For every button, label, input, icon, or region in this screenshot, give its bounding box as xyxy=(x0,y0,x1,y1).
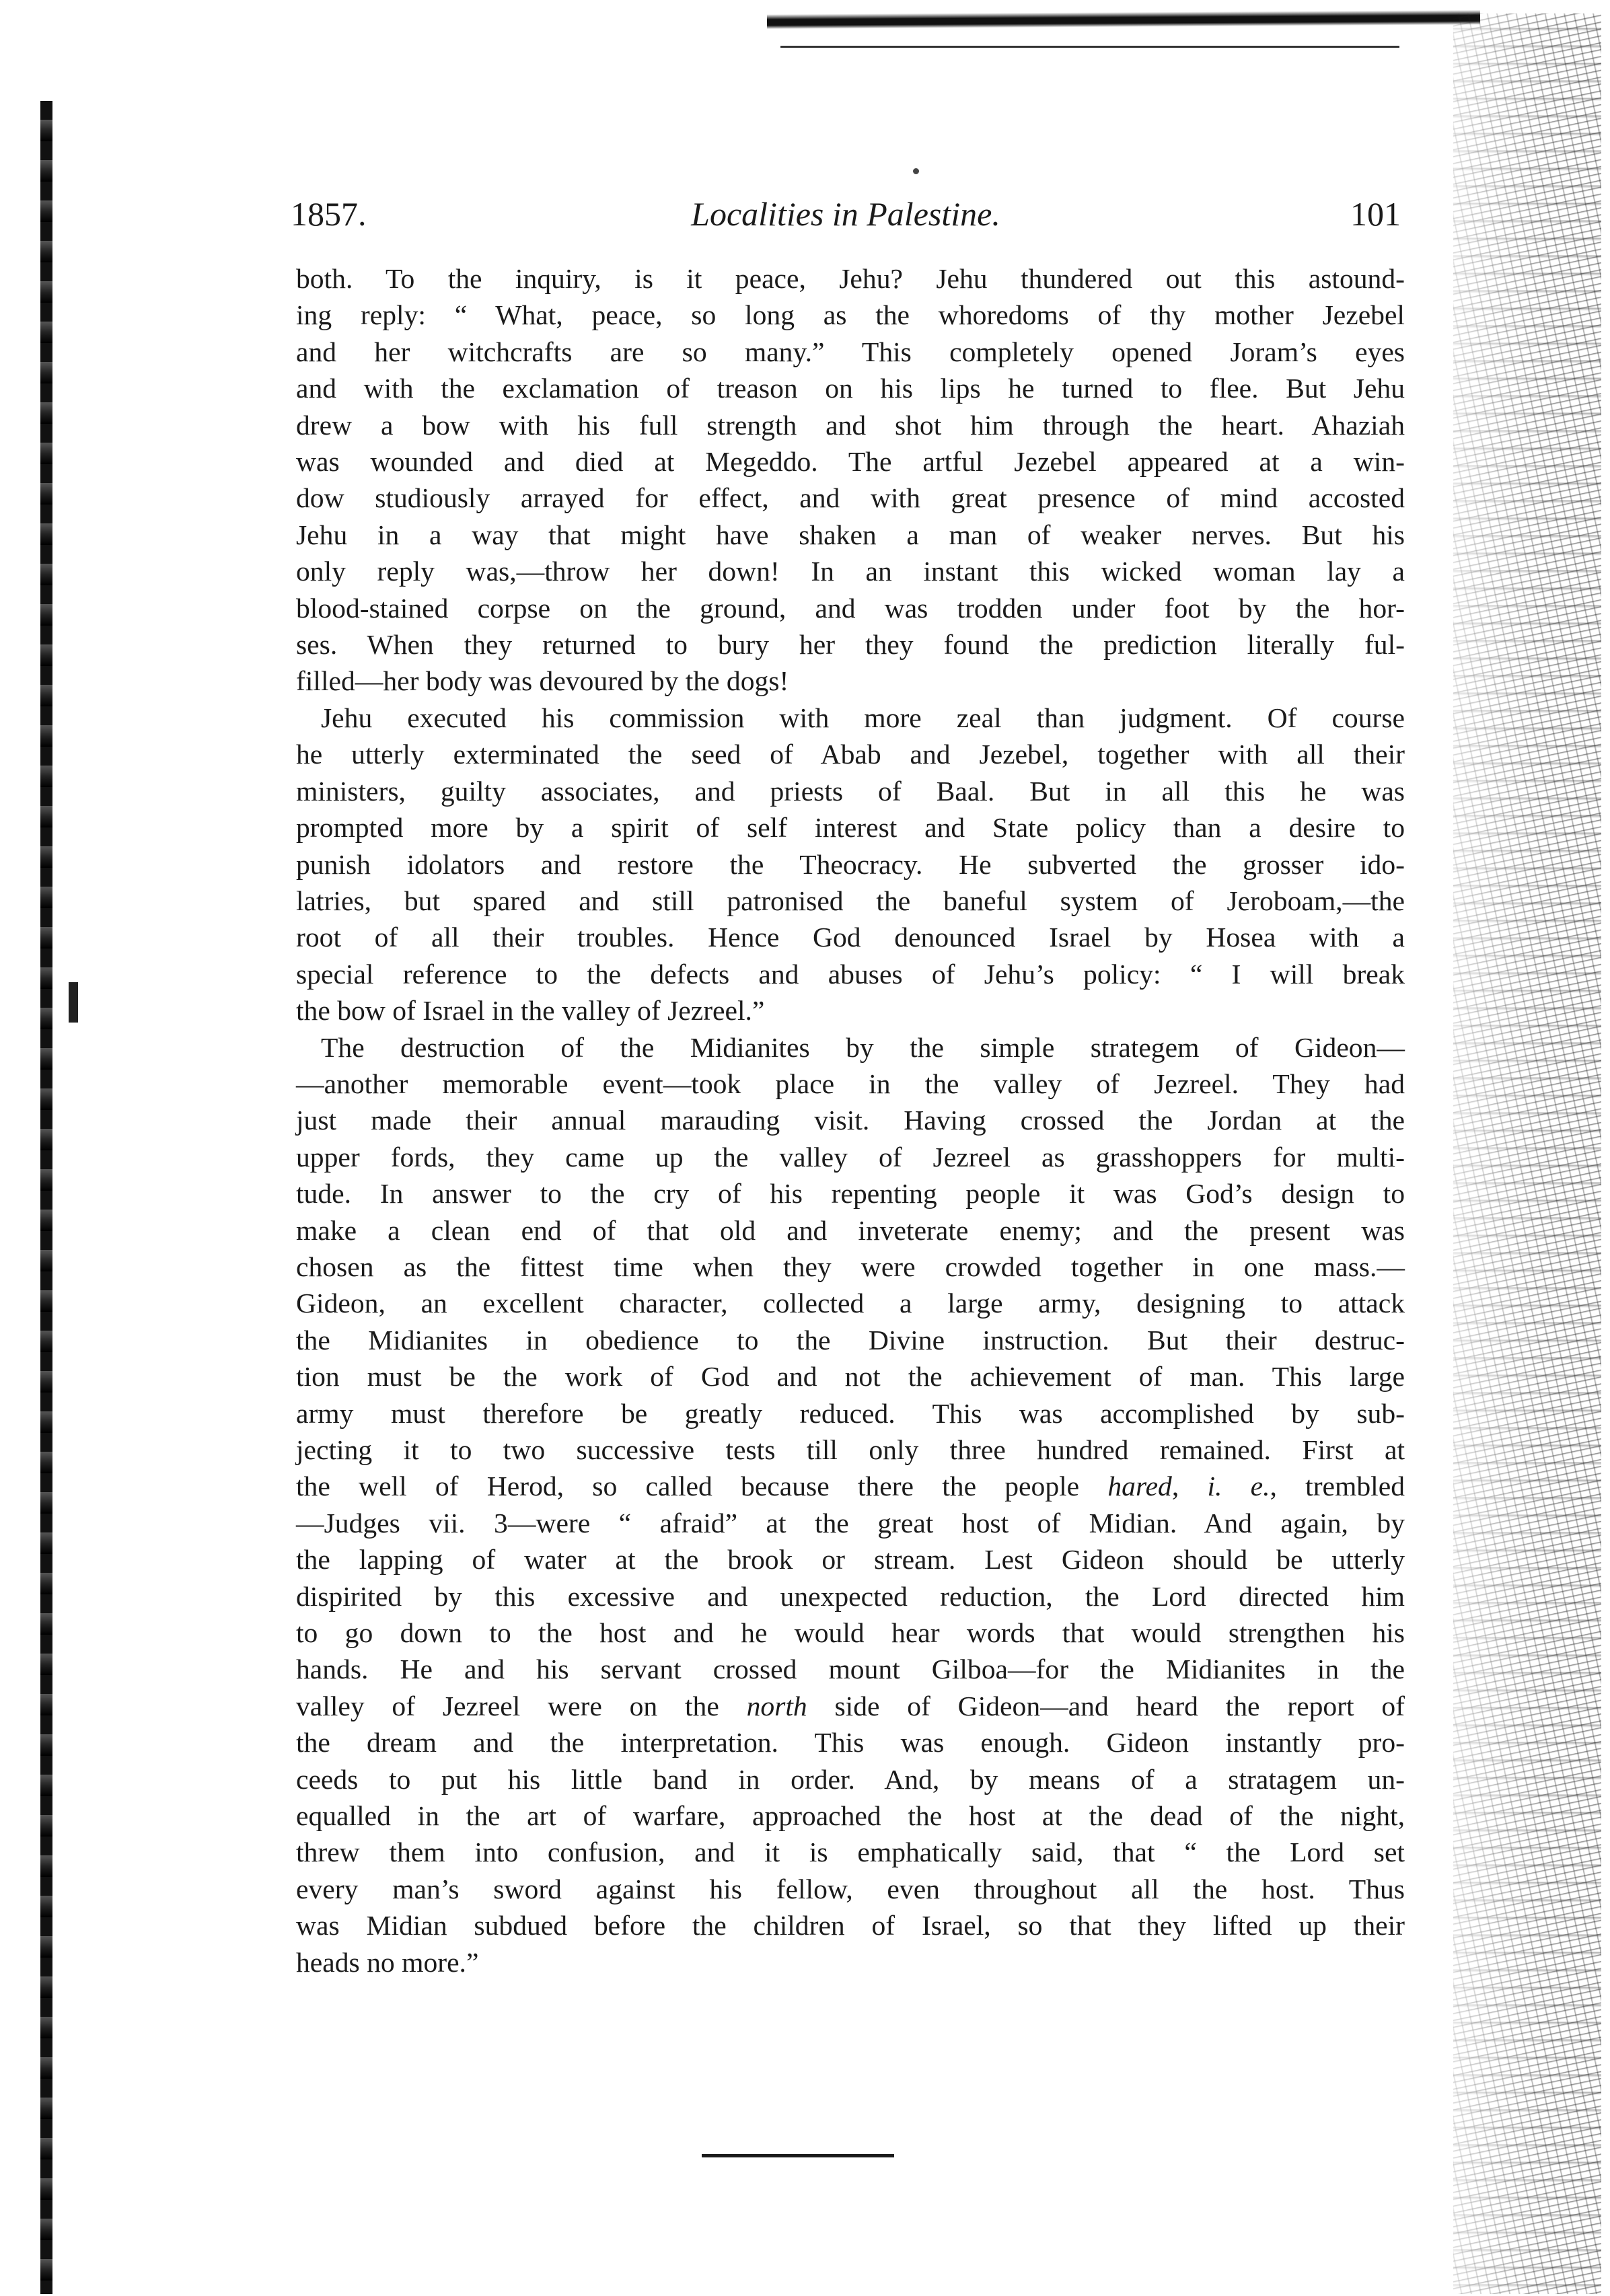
text-line: every man’s sword against his fellow, even throughout all the host. Thus xyxy=(296,1873,1405,1904)
scan-top-edge-line xyxy=(780,46,1399,48)
text-line: root of all their troubles. Hence God denounced Israel by Hosea with a xyxy=(296,922,1405,953)
text-line: blood-stained corpse on the ground, and was trodden under foot by the hor- xyxy=(296,592,1405,624)
scan-speck xyxy=(913,168,919,174)
scan-left-edge xyxy=(40,101,52,2294)
text-line: Jehu in a way that might have shaken a man of weaker nerves. But his xyxy=(296,519,1405,550)
text-line: only reply was,—throw her down! In an instant this wicked woman lay a xyxy=(296,556,1405,587)
text-line: to go down to the host and he would hear words that would strengthen his xyxy=(296,1617,1405,1649)
end-rule xyxy=(702,2154,894,2157)
text-line: ceeds to put his little band in order. And, by means of a stratagem un- xyxy=(296,1763,1405,1795)
running-head-year: 1857. xyxy=(291,195,367,233)
text-line: —Judges vii. 3—were “ afraid” at the great host of Midian. And again, by xyxy=(296,1507,1405,1539)
text-line: filled—her body was devoured by the dogs! xyxy=(296,665,789,697)
text-line: hands. He and his servant crossed mount Gilboa—for the Midianites in the xyxy=(296,1654,1405,1685)
text-line: prompted more by a spirit of self interest and State policy than a desire to xyxy=(296,812,1405,844)
text-line: Gideon, an excellent character, collected a large army, designing to attack xyxy=(296,1288,1405,1319)
text-line: ministers, guilty associates, and priests of Baal. But in all this he was xyxy=(296,775,1405,807)
text-line: the dream and the interpretation. This was enough. Gideon instantly pro- xyxy=(296,1727,1405,1758)
paragraph-jehu-commission xyxy=(296,700,1405,1029)
running-head-title: Localities in Palestine. xyxy=(691,195,1000,233)
text-line: ses. When they returned to bury her they found the prediction literally ful- xyxy=(296,629,1405,661)
text-line: equalled in the art of warfare, approached the host at the dead of the night, xyxy=(296,1800,1405,1832)
text-line: just made their annual marauding visit. Having crossed the Jordan at the xyxy=(296,1105,1405,1136)
text-line: threw them into confusion, and it is emphatically said, that “ the Lord set xyxy=(296,1837,1405,1868)
text-line: and with the exclamation of treason on his lips he turned to flee. But Jehu xyxy=(296,373,1405,404)
text-line: dow studiously arrayed for effect, and with great presence of mind accosted xyxy=(296,482,1405,514)
page-number: 101 xyxy=(1350,195,1401,233)
text-line: was Midian subdued before the children of Israel, so that they lifted up their xyxy=(296,1910,1405,1941)
running-head xyxy=(291,188,1401,239)
text-line: was wounded and died at Megeddo. The artful Jezebel appeared at a win- xyxy=(296,446,1405,478)
text-line: chosen as the fittest time when they were crowded together in one mass.— xyxy=(296,1251,1405,1282)
text-line: army must therefore be greatly reduced. This was accomplished by sub- xyxy=(296,1397,1405,1429)
text-line: latries, but spared and still patronised the baneful system of Jeroboam,—the xyxy=(296,885,1405,916)
paragraph-midianites xyxy=(296,1029,1405,1981)
scan-right-edge xyxy=(1453,13,1601,2294)
text-line: both. To the inquiry, is it peace, Jehu? Jehu thundered out this astound- xyxy=(296,263,1405,294)
text-line: Jehu executed his commission with more zeal than judgment. Of course xyxy=(321,702,1405,733)
text-line: jecting it to two successive tests till only three hundred remained. First at xyxy=(296,1434,1405,1465)
scan-top-edge xyxy=(767,10,1480,29)
text-line: —another memorable event—took place in the valley of Jezreel. They had xyxy=(296,1068,1405,1099)
text-line: valley of Jezreel were on the north side of Gideon—and heard the report of xyxy=(296,1690,1405,1721)
paragraph-continuation xyxy=(296,260,1405,700)
text-line: drew a bow with his full strength and shot him through the heart. Ahaziah xyxy=(296,409,1405,441)
text-line: the lapping of water at the brook or stream. Lest Gideon should be utterly xyxy=(296,1544,1405,1576)
text-line: upper fords, they came up the valley of Jezreel as grasshoppers for multi- xyxy=(296,1141,1405,1173)
text-line: tion must be the work of God and not the achievement of man. This large xyxy=(296,1361,1405,1393)
text-line: dispirited by this excessive and unexpected reduction, the Lord directed him xyxy=(296,1580,1405,1612)
text-line: special reference to the defects and abuses of Jehu’s policy: “ I will break xyxy=(296,958,1405,990)
text-line: heads no more.” xyxy=(296,1946,479,1978)
text-line: the bow of Israel in the valley of Jezreel.” xyxy=(296,995,765,1027)
scan-left-edge-mark xyxy=(69,982,78,1023)
text-line: the well of Herod, so called because there the people hared, i. e., trembled xyxy=(296,1471,1405,1502)
text-line: The destruction of the Midianites by the simple strategem of Gideon— xyxy=(321,1031,1405,1063)
text-line: he utterly exterminated the seed of Abab and Jezebel, together with all their xyxy=(296,739,1405,770)
text-line: make a clean end of that old and inveterate enemy; and the present was xyxy=(296,1214,1405,1246)
body-text xyxy=(296,260,1405,1980)
text-line: punish idolators and restore the Theocracy. He subverted the grosser ido- xyxy=(296,848,1405,880)
text-line: and her witchcrafts are so many.” This completely opened Joram’s eyes xyxy=(296,336,1405,367)
text-line: the Midianites in obedience to the Divine instruction. But their destruc- xyxy=(296,1324,1405,1356)
text-line: ing reply: “ What, peace, so long as the whoredoms of thy mother Jezebel xyxy=(296,299,1405,331)
text-line: tude. In answer to the cry of his repenting people it was God’s design to xyxy=(296,1178,1405,1210)
